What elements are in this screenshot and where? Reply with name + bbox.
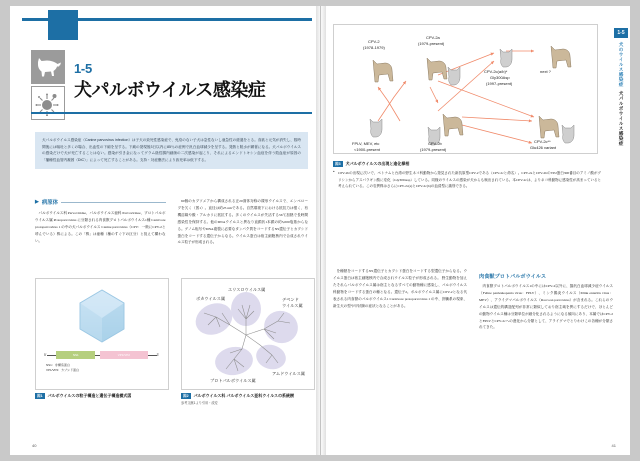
body-paragraph: 肉食獣プロトパルボウイルス1の中にはCPV-2以外に、猫汎白血球減少症ウイルス（Feline panleukopenia virus：FPLV）、ミンク腸炎ウイルス（Mink enteritis virus：MEV）、アライグマパルボウイルス（Raccoon parvovirus）が含まれる。これらのウイルスは遺伝的構造配列が非常に類似しており宿主域を異にするだけで、ほとんどの動物ウイルス種は分類単位が細分化されるようになる傾向にあり、本属ではCPV-2とFPLVとCPV-2cへの進化から分類として、アライグマでとりわけこの各種が分類されてきた。 — [479, 284, 613, 330]
figure-2-number: 図2 — [183, 393, 189, 398]
icon-column — [31, 50, 65, 120]
svg-text:<1900-present: <1900-present — [354, 147, 380, 152]
fig3-node-cpv2 — [363, 39, 393, 82]
right-body-columns — [333, 268, 613, 331]
side-tab-section-label: 犬パルボウイルス感染症 — [619, 91, 624, 146]
genome-segment-ns1: NS1 — [56, 351, 95, 359]
body-paragraph: 60個のカプソメアから構成される正20面体対称の裸形ウイルスで、エンベロープを欠く（図1）。直径は約25 nmである。自然環境下における抵抗力は強く、有機溶媒や酸・アルカリに抵抗する。多くのウイルスが失活する56℃加熱で長時間感染性を保持する。他のDNAウイルスと異なり直鎖状1本鎖の約5,000塩基からなる。ゲノム転写やDNA複製に必要なタンパク質をコードするNS遺伝子とカプシド蛋白をコードする遺伝子からなる。ウイルス蛋白は宿主細胞核内で合成されウイルス粒子が形成される。 — [177, 199, 308, 245]
svg-text:(1997-present): (1997-present) — [486, 81, 513, 86]
svg-text:CPV-2c**: CPV-2c** — [534, 139, 551, 144]
body-paragraph: を種熱をコードするNS遺伝子とカプシド蛋白をコードする型遺伝子からなる。ウイルス蛋白は宿主細胞核内で合成されウイルス粒子が形成される。 野生動物を加えたそれらパルボウイルス属は宿主となるすべての動物種に感染し、パルボウイルス科動物をコードする蛋白の種となる。遺伝子2。ポルボウイルス属にCPV-2となる代表される肉食獣のパルボウイルス1 Carnivore protoparvovirus 1 の中、肝臓系の現象、新生犬の型や甲状腺の症状となることがある。 — [333, 269, 467, 308]
body-columns — [35, 198, 308, 246]
virus-icon — [31, 86, 65, 120]
fig2-cluster-label: ウイルス属 — [282, 303, 303, 308]
subheading-carnivore-protoparvovirus: 肉食獣プロトパルボウイルス — [479, 274, 547, 280]
abstract-box: 犬パルボウイルス感染症（Canine parvovirus infection）は子犬の致死性感染症で、免疫のない子犬は急性ないし亜急性の経過をとる。食欲と元気が消失し、数時間後には嘔吐と多くの場合、出血性の下痢を呈する。下痢の発現後3日以内に85％の症例で汎白血球減少を呈する。発熱と脱水が顕著になる。犬パルボウイルスの感染だけで犬が死亡することはない。感染が引き金になってグラム陰性腸内細菌の二次感染が起こり、それによるエンドトキシン血症を伴う敗血症が原因の「播種性血管内凝固（DIC）」によって死亡することがある。支持・対症療法により致死率は低下する。 — [35, 132, 308, 169]
svg-text:(1979-present): (1979-present) — [420, 147, 447, 152]
figure-3-bullet-list — [333, 170, 601, 192]
figure-1-wrapper — [35, 278, 169, 405]
fig3-node-cpv2b — [420, 114, 463, 152]
right-body-column-1 — [333, 268, 467, 331]
figure-1-caption — [35, 393, 169, 399]
svg-text:Gly300Asp: Gly300Asp — [490, 75, 510, 80]
figure-1-caption-text: パルボウイルスの粒子構造と遺伝子構造模式図 — [47, 393, 132, 398]
body-paragraph: パルボウイルス科 Parvoviridae、パルボウイルス亜科 Parvovirinae、プロトパルボウイルス属 Protoparvovirus に分類される肉食獣プロトパルボウイルス1種 Carnivore protoparvovirus 1 の中の犬パルボウイルス Canine parvovirus（CPV：一般にCPV-2と呼んでいる）株による。この「株」は亜種（種のすぐ下の区分）と捉えて構わない。 — [35, 211, 166, 243]
genome-legend-vp: VP1/VP2：カプシド蛋白 — [46, 367, 80, 372]
section-number: 1-5 — [74, 61, 92, 76]
svg-text:(1979-present): (1979-present) — [418, 41, 445, 46]
right-page — [321, 6, 630, 455]
header-tab-block — [48, 10, 78, 40]
left-page — [10, 6, 320, 455]
dog-icon — [31, 50, 65, 84]
fig3-node-next — [540, 46, 571, 74]
svg-text:(1978-1979): (1978-1979) — [363, 45, 385, 50]
figure-2-caption — [181, 393, 315, 399]
figure-3-number: 図3 — [335, 161, 341, 166]
side-tab-chapter-label: 犬のウイルス感染症 — [619, 42, 624, 87]
triangle-bullet-icon: ▶ — [35, 199, 39, 205]
fig2-cluster-label: デペンド — [282, 297, 299, 302]
fig3-node-cpv2c — [530, 116, 574, 150]
folio-left: 40 — [32, 443, 37, 448]
title-rule — [31, 112, 312, 114]
figure-2-image — [181, 278, 315, 390]
fig3-node-cpv2cab — [484, 49, 513, 86]
figure-1-image — [35, 278, 169, 390]
svg-text:CPV-2b: CPV-2b — [428, 141, 442, 146]
genome-legend-ns1: NS1：非構造蛋白 — [46, 363, 70, 367]
folio-right: 41 — [611, 443, 616, 448]
side-tab-number: 1-5 — [614, 28, 628, 38]
figure-3-caption-text: 犬パルボウイルスの出現と進化様相 — [345, 161, 410, 166]
side-tab — [614, 28, 628, 146]
fig3-node-cpv2a — [418, 35, 460, 85]
fig2-cluster-label: アムドウイルス属 — [272, 371, 305, 376]
page-title: 犬パルボウイルス感染症 — [74, 80, 266, 100]
fig3-node-fplv — [352, 119, 382, 152]
fig2-cluster-label: エリスロウイルス属 — [228, 287, 266, 292]
figure-3-caption — [333, 158, 601, 167]
figure-2-wrapper — [181, 278, 315, 405]
genome-bar — [47, 352, 156, 357]
svg-text:FPLV, MEV, etc: FPLV, MEV, etc — [352, 141, 380, 146]
genome-segment-vp: VP1/VP2 — [100, 351, 148, 359]
genome-legend — [44, 363, 160, 372]
svg-text:CPV-2: CPV-2 — [368, 39, 380, 44]
body-column-1 — [35, 198, 166, 246]
figure-2-source: 参考文献1より引用・改変 — [181, 401, 218, 406]
list-item: ● CPV-2bの出現に次いで、ベトナムと台湾の野生ネコ科動物から発見された新抗原型CPV-2である（CPV-2cと命名）。CPV-2aとCPV-2bのVP2蛋白300番目のアミノ酸がグリシンからアスパラギン酸に変化（Gly300Asp）している。同様のウイルスの感染が犬からも検出されている。本CPV-2cは、よりネコ科動物に感染性が高まっていると考えられている。この変異株はさらにCPV-2c(a)とCPV-2c(b)の血清型に識別できる。 — [333, 170, 601, 190]
figure-3-image — [333, 24, 598, 154]
svg-text:next ?: next ? — [540, 69, 551, 74]
right-body-column-2 — [479, 268, 613, 331]
svg-text:Glu426 variant: Glu426 variant — [530, 145, 557, 150]
figure-2-caption-text: パルボウイルス科 パルボウイルス亜科ウイルスの系統樹 — [193, 393, 294, 398]
svg-text:CPV-2a: CPV-2a — [426, 35, 440, 40]
subheading-pathogen — [35, 198, 166, 206]
subheading-rule — [61, 202, 165, 203]
subheading-label: 病原体 — [41, 200, 59, 206]
genome-five-prime: 5' — [44, 353, 47, 357]
left-figures — [35, 278, 315, 405]
genome-map — [40, 353, 164, 372]
svg-text:CPV-2c(a/b)*: CPV-2c(a/b)* — [484, 69, 508, 74]
genome-three-prime: 3' — [156, 353, 159, 357]
fig2-cluster-label: ボカウイルス属 — [196, 296, 226, 301]
fig2-cluster-label: プロトパルボウイルス属 — [210, 378, 256, 383]
figure-1-number: 図1 — [37, 393, 43, 398]
body-column-2 — [178, 198, 309, 246]
